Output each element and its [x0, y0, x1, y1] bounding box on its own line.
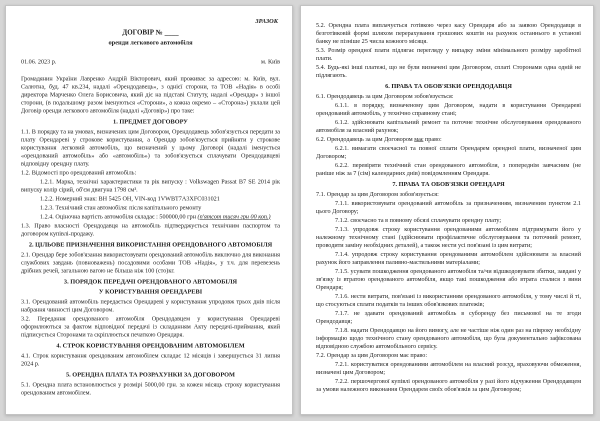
contract-clause: 2.1. Орендар бере зобов'язання використовувати орендований автомобіль виключно для виконання службових завдань (повноважень) посадовими особами ТОВ «Надія», у т.ч. для перевезень дрібних речей, загальною вагою не більша ніж 100 (сто)кг.: [21, 251, 280, 274]
contract-clause: 1.3. Право власності Орендодавця на автомобіль підтверджується технічним паспортом та договором купівлі-продажу.: [21, 222, 280, 237]
contract-clause: 6.1. Орендодавець за цим Договором зобов'язується:: [316, 92, 454, 100]
contract-clause: Громадянин України Лавренко Андрій Вікторович, який проживає за адресою: м. Київ, вул. Салютна, буд. 47 кв.234, надалі «Орендодавець», з однієї сторони, та ТОВ «Надія» в особі директора Марченко Олега Борисовича, який діє на підставі Статуту, надалі «Орендар» з іншої сторони, (в подальшому разом іменуються «Сторони», а кожна окремо – «Сторона») уклали цей Договір оренди легкового автомобіля (надалі «Договір») про таке:: [21, 75, 280, 114]
contract-clause: 5.2. Орендна плата виплачується готівкою через касу Орендаря або за заявою Орендодавця в безготівковій формі шляхом перерахування грошових коштів на рахунок останнього в установі банку не пізніше 25 числа кожного місяця.: [316, 21, 581, 45]
section-heading: 5. ОРЕНДНА ПЛАТА ТА РОЗРАХУНКИ ЗА ДОГОВОРОМ: [66, 371, 235, 378]
contract-subclause: 7.1.5. усувати пошкодження орендованого автомобіля та/чи відшкодовувати збитки, завдані у зв'язку із втратою орендованого автомобіля, якщо такі пошкодження або втрата сталися з вини Орендаря;: [316, 267, 581, 291]
contract-subclause: 7.1.3. упродовж строку користування орендованими автомобілем підтримувати його у належному технічному стані (здійснювати профілактичне обслуговування та поточний ремонт, проводити заміну необхідних деталей), а також нести усі пов'язані із цим витрати;: [316, 225, 581, 249]
section-heading: 4. СТРОК КОРИСТУВАННЯ ОРЕНДОВАНИМ АВТОМОБІЛЕМ: [56, 342, 245, 349]
contract-clause: 3.2. Передання орендованого автомобіля Орендодавцем у користування Орендареві оформлюються за фактом відповідної передачі із складанням Акту передачі-приймання, який підписується Сторонами та скріплюється печаткою Орендаря.: [21, 315, 280, 338]
section-heading: 3. ПОРЯДОК ПЕРЕДАЧІ ОРЕНДОВАНОГО АВТОМОБІЛЯ: [63, 278, 238, 285]
contract-subclause: 6.2.1. вимагати своєчасної та повної сплати Орендарем орендної плати, визначеної цим Договором;: [316, 144, 581, 160]
contract-subclause: [21, 213, 280, 221]
contract-subclause: 1.2.3. Технічний стан автомобіля: після капітального ремонту: [40, 204, 202, 211]
document-page-2: [300, 5, 594, 415]
text-run: має: [414, 135, 424, 143]
contract-subclause: 1.2.2. Номерний знак: ВН 5425 ОН, VIN-код 1VWBT7A3XFC031021: [40, 195, 220, 202]
section-heading: У КОРИСТУВАННЯ ОРЕНДАРЕВІ: [98, 288, 203, 295]
contract-clause: 1.2. Відомості про орендований автомобіль:: [21, 169, 137, 176]
contract-subtitle: оренди легкового автомобіля: [108, 39, 193, 46]
contract-clause: 3.1. Орендований автомобіль передається Орендареві у користування упродовж трьох днів після набрання чинності цим Договором.: [21, 298, 280, 313]
text-run: (п'ятсот тисяч грн 00 коп.): [197, 213, 271, 220]
contract-subclause: 7.1.1. використовувати орендований автомобіль за призначенням, визначеним пунктом 2.1 цього Договору;: [316, 199, 581, 215]
page-1-content: [6, 6, 292, 397]
contract-clause: 5.1. Орендна плата встановлюється у розмірі 5000,00 грн. за кожен місяць строку користування орендованим автомобілем.: [21, 381, 280, 396]
sample-watermark-label: ЗРАЗОК: [255, 17, 278, 25]
document-page-1: [5, 5, 293, 415]
contract-subclause: 1.2.1. Марка, технічні характеристики та рік випуску : Volkswagen Passat B7 SE 2014 рік випуску колір сірий, об'єм двигуна 1798 см³.: [21, 178, 280, 193]
contract-subclause: 6.1.1. в порядку, визначеному цим Договором, надати в користування Орендареві орендований автомобіль, у технічно справному стані;: [316, 101, 581, 117]
contract-subclause: 7.1.7. не здавати орендований автомобіль в суборенду без письмової на те згоди Орендодавця;: [316, 309, 581, 325]
contract-subclause: 6.2.2. перевіряти технічний стан орендованого автомобіля, з попереднім завчасним (не раніше ніж за 7 (сім) календарних днів) повідомленням Орендаря.: [316, 161, 581, 177]
contract-subclause: 7.1.2. своєчасно та в повному обсязі сплачувати орендну плату;: [335, 216, 502, 224]
contract-subclause: 7.2.2. першочергової купівлі орендованого автомобіля у разі його відчуження Орендодавцем за умови належного виконання Орендарем своїх обов'язків за цим Договором;: [316, 377, 581, 393]
section-heading: 2. ЦІЛЬОВЕ ПРИЗНАЧЕННЯ ВИКОРИСТАННЯ ОРЕНДОВАНОГО АВТОМОБІЛЯ: [28, 241, 273, 248]
contract-subclause: 6.1.2. здійснювати капітальний ремонт та поточне технічне обслуговування орендованого автомобіля за власний рахунок;: [316, 118, 581, 134]
page-2-content: [301, 6, 593, 393]
contract-subclause: 7.1.8. надати Орендодавцю на його вимогу, але не частіше ніж один раз на півроку необхідну інформацію щодо технічного стану орендованого автомобіля, що була документально зафіксована відповідною службою автомобільного сервісу.: [316, 326, 581, 350]
contract-clause: 5.3. Розмір орендної плати підлягає перегляду у випадку зміни мінімального розміру заробітної плати.: [316, 46, 581, 62]
contract-clause: 5.4. Будь-які інші платежі, що не були визначені цим Договором, сплаті Сторонами одна одній не підлягають.: [316, 63, 581, 79]
contract-clause: 7.2. Орендар за цим Договором має право:: [316, 351, 428, 359]
section-heading: 7. ПРАВА ТА ОБОВ'ЯЗКИ ОРЕНДАРЯ: [392, 180, 505, 188]
contract-clause: 7.1. Орендар за цим Договором зобов'язується:: [316, 190, 439, 198]
contract-clause: 4.1. Строк користування орендованим автомобілем складає 12 місяців і завершується 31 липня 2024 р.: [21, 352, 280, 367]
text-run: право:: [423, 135, 442, 143]
contract-subclause: 7.2.1. користуватися орендованими автомобілем на власний розсуд, враховуючи обмеження, визначені цим Договором;: [316, 360, 581, 376]
contract-title: ДОГОВІР № ____: [122, 29, 179, 37]
contract-city: м. Київ: [261, 58, 280, 65]
date-place-line: [21, 58, 280, 66]
contract-date: 01.06. 2023 р.: [21, 58, 57, 65]
section-heading: 1. ПРЕДМЕТ ДОГОВОРУ: [113, 118, 188, 125]
section-heading: 6. ПРАВА ТА ОБОВ'ЯЗКИ ОРЕНДОДАВЦЯ: [385, 82, 512, 90]
contract-clause: [316, 135, 581, 143]
contract-subclause: 7.1.6. нести витрати, пов'язані із використанням орендованого автомобіля, у тому числі й ті, що стосуються сплати податків та інших обов'язкових платежів;: [316, 292, 581, 308]
text-run: 1.2.4. Оціночна вартість автомобіля складає : 500000,00 грн: [40, 213, 198, 220]
text-run: 6.2. Орендодавець за цим Договором: [316, 135, 415, 143]
contract-clause: 1.1. В порядку та на умовах, визначених цим Договором, Орендодавець зобов'язується передати за плату Орендареві у строкове користування, а Орендар зобов'язується прийняти у строкове користування легковий автомобіль, що визначений у цьому Договорі (надалі іменується «орендований автомобіль» або «автомобіль») та зобов'язується сплачувати Орендодавцеві відповідну орендну плату.: [21, 128, 280, 167]
contract-subclause: 7.1.4. упродовж строку користування орендованими автомобілем здійснювати за власний рахунок його заправлення паливно-мастильними матеріалами;: [316, 250, 581, 266]
